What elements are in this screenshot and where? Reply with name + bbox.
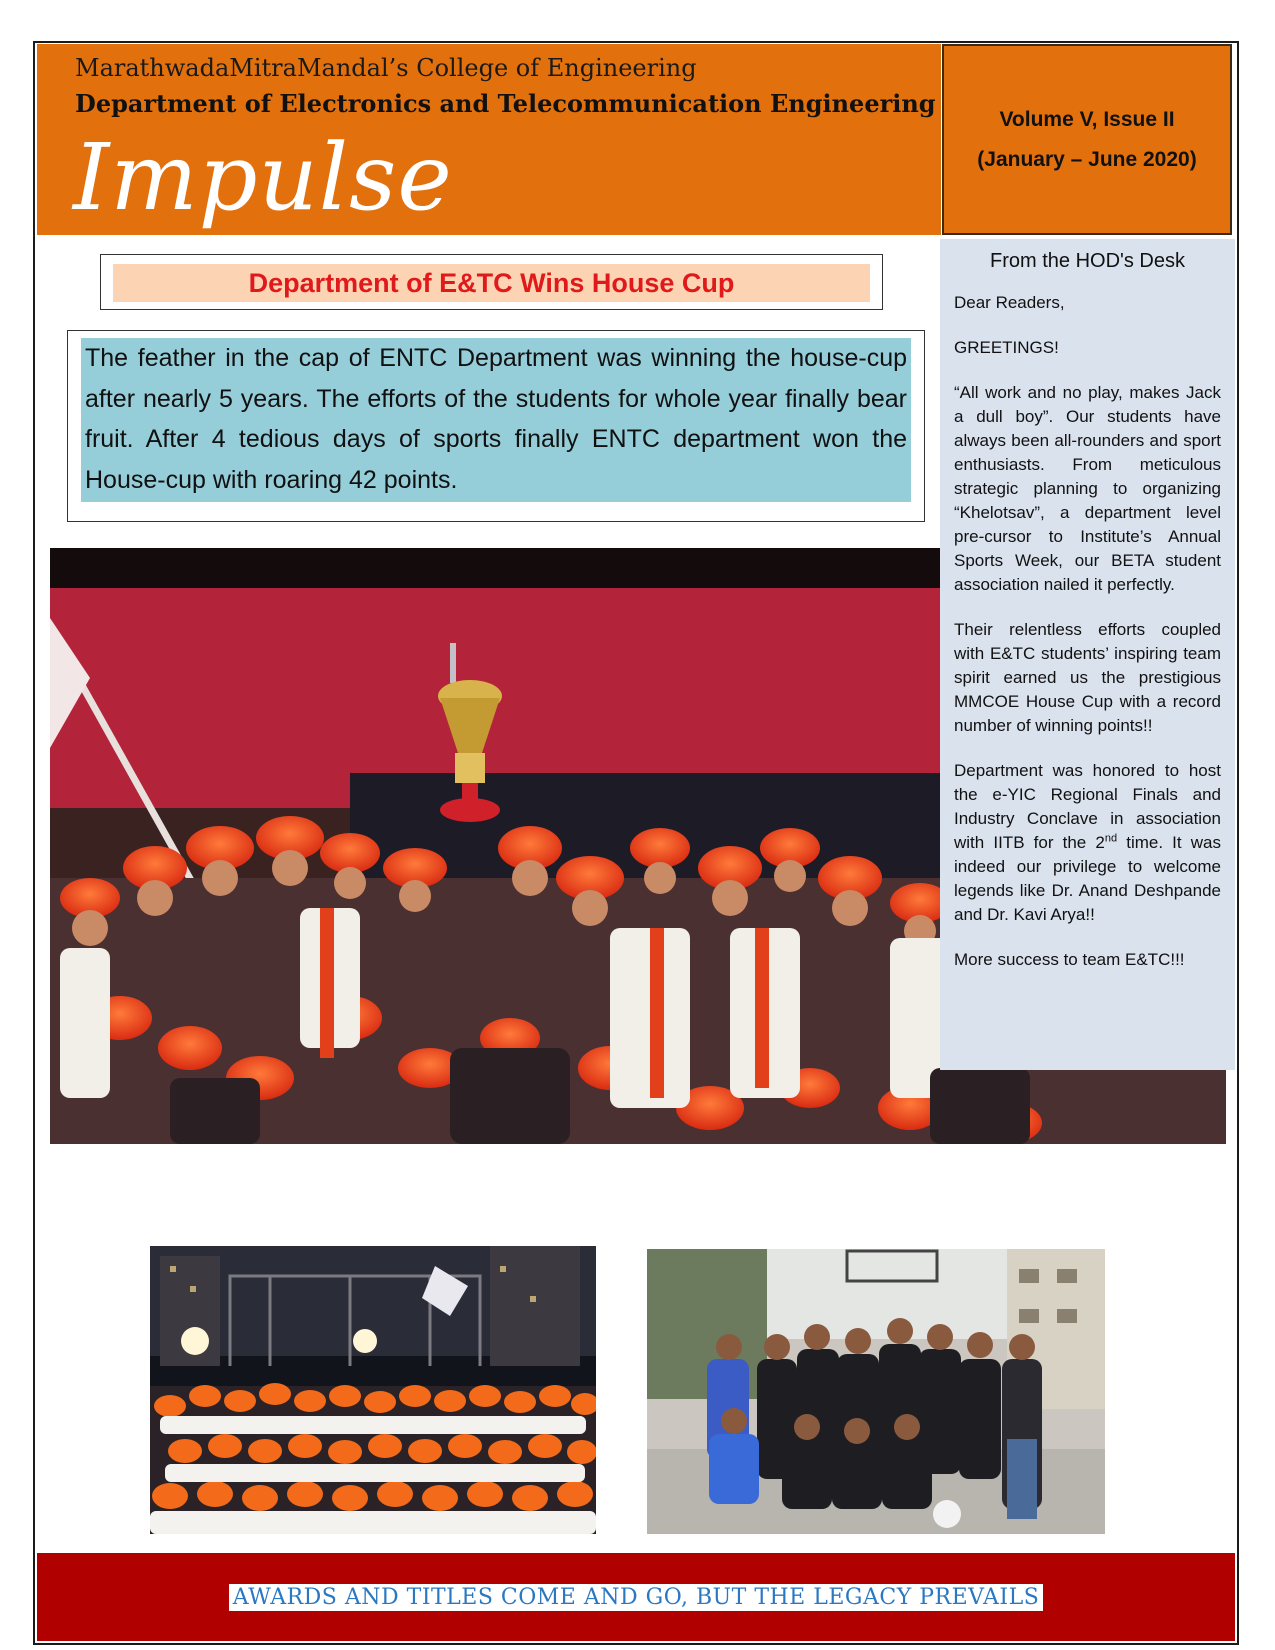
masthead [37, 44, 941, 235]
hod-greeting: GREETINGS! [954, 338, 1059, 357]
intro-frame [67, 330, 925, 522]
ordinal-suffix: nd [1104, 832, 1118, 845]
footer-quote: AWARDS AND TITLES COME AND GO, BUT THE LEGACY PREVAILS [229, 1584, 1044, 1611]
college-name: MarathwadaMitraMandal’s College of Engineering [75, 54, 697, 82]
issue-box [942, 44, 1232, 235]
volume-label: Volume V, Issue II [999, 107, 1175, 131]
hod-paragraph-3-part-1: Department was honored to host the e-YIC Regional Finals and Industry Conclave in association with IITB for the 2 [954, 761, 1221, 852]
hod-paragraph-1: “All work and no play, makes Jack a dull boy”. Our students have always been all-rounders and sport enthusiasts. From meticulous strategic planning to organizing “Khelotsav”, a department level pre-cursor to Institute’s Annual Sports Week, our BETA student association nailed it perfectly. [954, 383, 1221, 594]
headline: Department of E&TC Wins House Cup [113, 264, 870, 302]
group-photo-night [150, 1246, 596, 1534]
intro-paragraph: The feather in the cap of ENTC Department was winning the house-cup after nearly 5 years. The efforts of the students for whole year finally bear fruit. After 4 tedious days of sports finally ENTC department won the House-cup with roaring 42 points. [81, 338, 911, 502]
hod-desk-sidebar [940, 239, 1235, 1070]
hod-paragraph-3-part-2: time. It was indeed our privilege to welcome legends like Dr. Anand Deshpande and Dr. Kavi Arya!! [954, 833, 1221, 924]
hod-paragraph-2: Their relentless efforts coupled with E&TC students’ inspiring team spirit earned us the prestigious MMCOE House Cup with a record number of winning points!! [954, 620, 1221, 735]
period-label: (January – June 2020) [977, 147, 1197, 171]
newsletter-title: Impulse [73, 124, 453, 231]
hod-closing: More success to team E&TC!!! [954, 950, 1185, 969]
girls-team-photo [647, 1249, 1105, 1534]
headline-frame [100, 254, 883, 310]
hod-salutation: Dear Readers, [954, 293, 1065, 312]
hod-paragraph-3 [954, 759, 1221, 927]
department-name: Department of Electronics and Telecommunication Engineering [75, 89, 936, 118]
hod-title: From the HOD's Desk [990, 250, 1185, 272]
footer-banner [37, 1553, 1235, 1641]
